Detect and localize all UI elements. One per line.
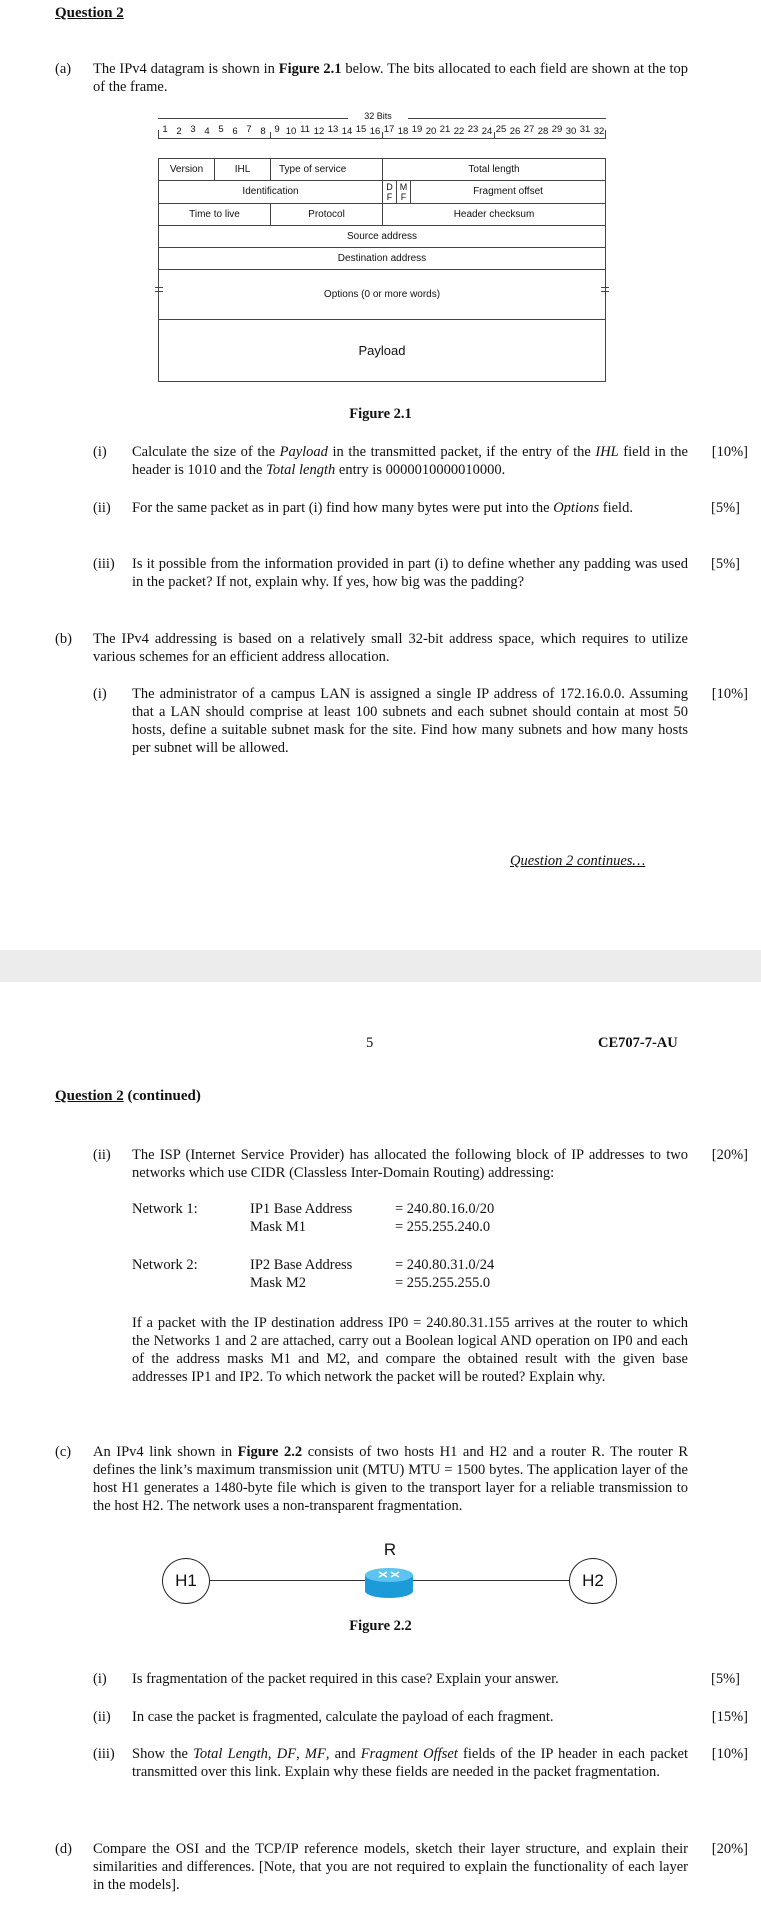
mf-flag-field: M F [397,181,411,204]
bit-number: 19 [411,124,423,135]
continues-note: Question 2 continues… [510,853,646,869]
bit-number: 12 [313,126,325,137]
item-b-i-num: (i) [93,686,107,702]
bit-number: 6 [232,126,238,137]
bit-number: 24 [481,126,493,137]
part-d-mark: [20%] [711,1841,748,1857]
part-b-intro: The IPv4 addressing is based on a relatively small 32-bit address space, which requires to utilize various schemes for an efficient address allocation. [93,631,688,665]
bit-number: 7 [246,124,252,135]
bit-number: 18 [397,126,409,137]
part-d-text: Compare the OSI and the TCP/IP reference models, sketch their layer structure, and explain their similarities and differences. [Note, that you are not required to explain the functionality of each layer in the models]. [93,1841,688,1893]
bit-number: 27 [523,124,535,135]
item-b-ii-paragraph: If a packet with the IP destination address IP0 = 240.80.31.155 arrives at the router to which the Networks 1 and 2 are attached, carry out a Boolean logical AND operation on IP0 and each of the address masks M1 and M2, and compare the obtained result with the given base addresses IP1 and IP2. To which network the packet will be routed? Explain why. [132,1315,688,1385]
item-c-ii-mark: [15%] [711,1709,748,1725]
host-h1: H1 [162,1558,210,1604]
network-2-mask-label: Mask M2 [250,1275,306,1291]
payload-field: Payload [358,342,406,358]
part-a-label: (a) [55,61,72,77]
item-c-ii-num: (ii) [93,1709,111,1725]
question-heading: Question 2 [55,5,124,21]
bit-number: 8 [260,126,266,137]
network-1-mask-label: Mask M1 [250,1219,306,1235]
network-2-label: Network 2: [132,1257,198,1273]
destination-address-field: Destination address [159,248,605,270]
bit-number: 23 [467,124,479,135]
item-a-iii-mark: [5%] [711,556,740,572]
bit-number: 2 [176,126,182,137]
network-link-figure [160,1540,620,1610]
network-2-mask-value: = 255.255.255.0 [395,1275,491,1291]
bit-number: 11 [300,124,310,135]
source-address-field: Source address [159,226,605,248]
network-1-label: Network 1: [132,1201,198,1217]
bit-number: 22 [453,126,465,137]
bit-number: 15 [355,124,367,135]
total-length-field: Total length [383,159,605,181]
page-break [0,950,761,982]
bit-number: 16 [369,126,381,137]
item-a-i-num: (i) [93,444,107,460]
bit-number: 10 [285,126,297,137]
item-a-ii-num: (ii) [93,500,111,516]
bit-number: 13 [327,124,339,135]
item-c-iii-text: Show the Total Length, DF, MF, and Fragment Offset fields of the IP header in each packet transmitted over this link. Explain why these fields are needed in the packet fragmentation. [132,1746,689,1780]
bit-number: 26 [509,126,521,137]
item-a-ii-mark: [5%] [711,500,740,516]
bit-number: 5 [218,124,224,135]
item-b-ii-text: The ISP (Internet Service Provider) has allocated the following block of IP addresses to two networks which use CIDR (Classless Inter-Domain Routing) addressing: [132,1147,688,1181]
bit-number: 4 [204,126,210,137]
item-a-i-mark: [10%] [711,444,748,460]
item-b-ii-mark: [20%] [711,1147,748,1163]
continued-heading: Question 2 (continued) [55,1088,201,1104]
bit-ruler [158,124,606,146]
bit-number: 30 [565,126,577,137]
item-a-ii-text: For the same packet as in part (i) find how many bytes were put into the Options field. [132,500,633,516]
item-a-iii-text: Is it possible from the information provided in part (i) to define whether any padding was used in the packet? If not, explain why. If yes, how big was the padding? [132,556,688,590]
bit-number: 25 [495,124,507,135]
bit-number: 31 [579,124,591,135]
break-mark-right-2 [601,291,609,292]
bit-number: 3 [190,124,196,135]
item-b-i-text: The administrator of a campus LAN is assigned a single IP address of 172.16.0.0. Assuming that a LAN should comprise at least 100 subnets and each subnet should contain at most 50 hosts, define a suitable subnet mask for the site. Find how many subnets and how many hosts per subnet will be allowed. [132,686,688,756]
item-c-i-num: (i) [93,1671,107,1687]
item-c-ii-text: In case the packet is fragmented, calculate the payload of each fragment. [132,1709,554,1725]
identification-field: Identification [159,181,383,204]
item-a-i-text: Calculate the size of the Payload in the transmitted packet, if the entry of the IHL field in the header is 1010 and the Total length entry is 0000010000010000. [132,444,688,478]
ihl-field: IHL [215,159,271,181]
bit-number: 28 [537,126,549,137]
bit-number: 29 [551,124,563,135]
break-mark-right [601,287,609,288]
network-1-mask-value: = 255.255.240.0 [395,1219,491,1235]
figure-2-2-caption: Figure 2.2 [349,1618,412,1634]
course-code: CE707-7-AU [598,1035,678,1051]
datagram-frame [158,158,606,382]
network-2-addr-label: IP2 Base Address [250,1257,353,1273]
break-mark-left [155,287,163,288]
item-c-iii-mark: [10%] [711,1746,748,1762]
bit-number: 21 [439,124,451,135]
bit-number: 14 [341,126,353,137]
item-b-i-mark: [10%] [711,686,748,702]
router-icon [363,1565,415,1599]
tos-field: Type of service [271,159,383,181]
part-d-label: (d) [55,1841,72,1857]
item-c-i-mark: [5%] [711,1671,740,1687]
router-label: R [383,1540,397,1559]
bit-number: 1 [162,124,168,135]
network-1-addr-label: IP1 Base Address [250,1201,353,1217]
bits-label: 32 Bits [348,111,408,121]
protocol-field: Protocol [271,204,383,226]
host-h2: H2 [569,1558,617,1604]
break-mark-left-2 [155,291,163,292]
bit-number: 32 [593,126,605,137]
part-c-label: (c) [55,1444,72,1460]
fragment-offset-field: Fragment offset [411,181,605,204]
figure-2-1-caption: Figure 2.1 [349,406,412,422]
options-field: Options (0 or more words) [159,270,605,320]
item-c-iii-num: (iii) [93,1746,115,1762]
ipv4-datagram-figure [158,106,606,382]
part-b-label: (b) [55,631,72,647]
df-flag-field: D F [383,181,397,204]
part-c-intro: An IPv4 link shown in Figure 2.2 consists of two hosts H1 and H2 and a router R. The router R defines the link’s maximum transmission unit (MTU) MTU = 1500 bytes. The application layer of the host H1 generates a 1480-byte file which is given to the transport layer for a reliable transmission to the host H2. The network uses a non-transparent fragmentation. [93,1444,688,1514]
item-a-iii-num: (iii) [93,556,115,572]
part-a-intro: The IPv4 datagram is shown in Figure 2.1 below. The bits allocated to each field are shown at the top of the frame. [93,61,688,95]
version-field: Version [159,159,215,181]
network-2-addr-value: = 240.80.31.0/24 [395,1257,495,1273]
item-b-ii-num: (ii) [93,1147,111,1163]
bit-number: 20 [425,126,437,137]
item-c-i-text: Is fragmentation of the packet required in this case? Explain your answer. [132,1671,559,1687]
bit-number: 9 [274,124,280,135]
network-1-addr-value: = 240.80.16.0/20 [395,1201,495,1217]
page-number: 5 [366,1035,374,1051]
checksum-field: Header checksum [383,204,605,226]
bit-number: 17 [383,124,395,135]
ttl-field: Time to live [159,204,271,226]
